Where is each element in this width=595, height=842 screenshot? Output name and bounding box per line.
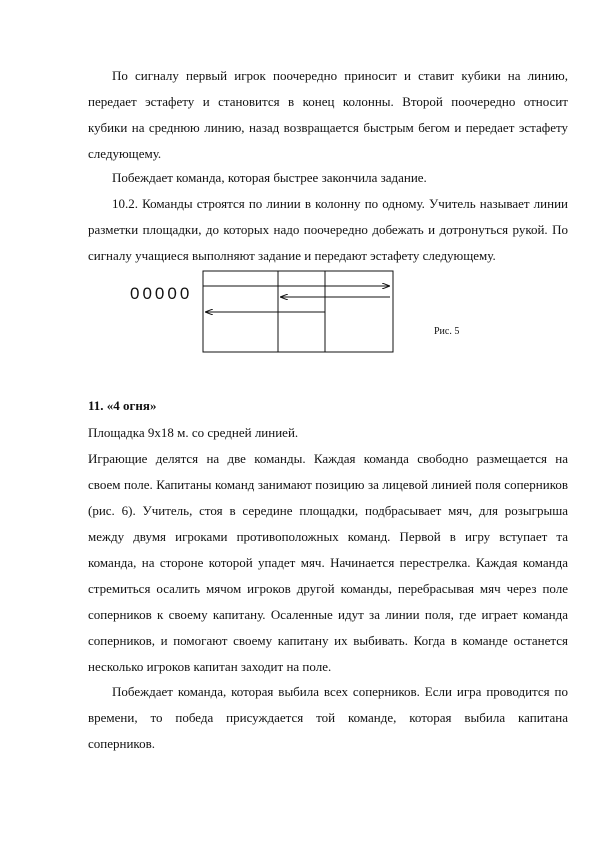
text-line: стремиться осалить мячом игроков другой команды, перебрасывая мяч через поле: [88, 581, 568, 596]
section-title: 11. «4 огня»: [88, 398, 157, 413]
text-line: соперников, и помогают своему капитану их выбивать. Когда в команде останется: [88, 633, 568, 648]
text-line: Побеждает команда, которая выбила всех соперников. Если игра проводится по: [112, 684, 568, 699]
text-line: 10.2. Команды строятся по линии в колонну по одному. Учитель называет линии: [112, 196, 568, 211]
figure-caption: Рис. 5: [434, 326, 460, 337]
paragraph-relay-winner: Побеждает команда, которая быстрее закончила задание.: [112, 170, 427, 185]
text-line: команда, на стороне которой упадет мяч. Начинается перестрелка. Каждая команда: [88, 555, 568, 570]
text-line: передает эстафету и становится в конец колонны. Второй поочередно относит: [88, 94, 568, 109]
text-line: сигналу учащиеся выполняют задание и передают эстафету следующему.: [88, 248, 496, 263]
text-line: следующему.: [88, 146, 162, 161]
text-line: Играющие делятся на две команды. Каждая команда свободно размещается на: [88, 451, 568, 466]
text-line: соперников.: [88, 736, 155, 751]
text-line: соперников к своему капитану. Осаленные идут за линии поля, где играет команда: [88, 607, 568, 622]
text-line: По сигналу первый игрок поочередно приносит и ставит кубики на линию,: [112, 68, 568, 83]
text-line: разметки площадки, до которых надо поочередно добежать и дотронуться рукой. По: [88, 222, 568, 237]
text-line: между двумя игроками противоположных команд. Первой в игру вступает та: [88, 529, 568, 544]
text-line: своем поле. Капитаны команд занимают позицию за лицевой линией поля соперников: [88, 477, 568, 492]
text-line: кубики на среднюю линию, назад возвращается быстрым бегом и передает эстафету: [88, 120, 568, 135]
court-text: Площадка 9х18 м. со средней линией.: [88, 425, 299, 440]
text-line: времени, то победа присуждается той команде, которая выбила капитана: [88, 710, 568, 725]
text-line: несколько игроков капитан заходит на поле.: [88, 659, 332, 674]
players-marks: 00000: [130, 284, 193, 303]
text-line: (рис. 6). Учитель, стоя в середине площадки, подбрасывает мяч, для розыгрыша: [88, 503, 568, 518]
